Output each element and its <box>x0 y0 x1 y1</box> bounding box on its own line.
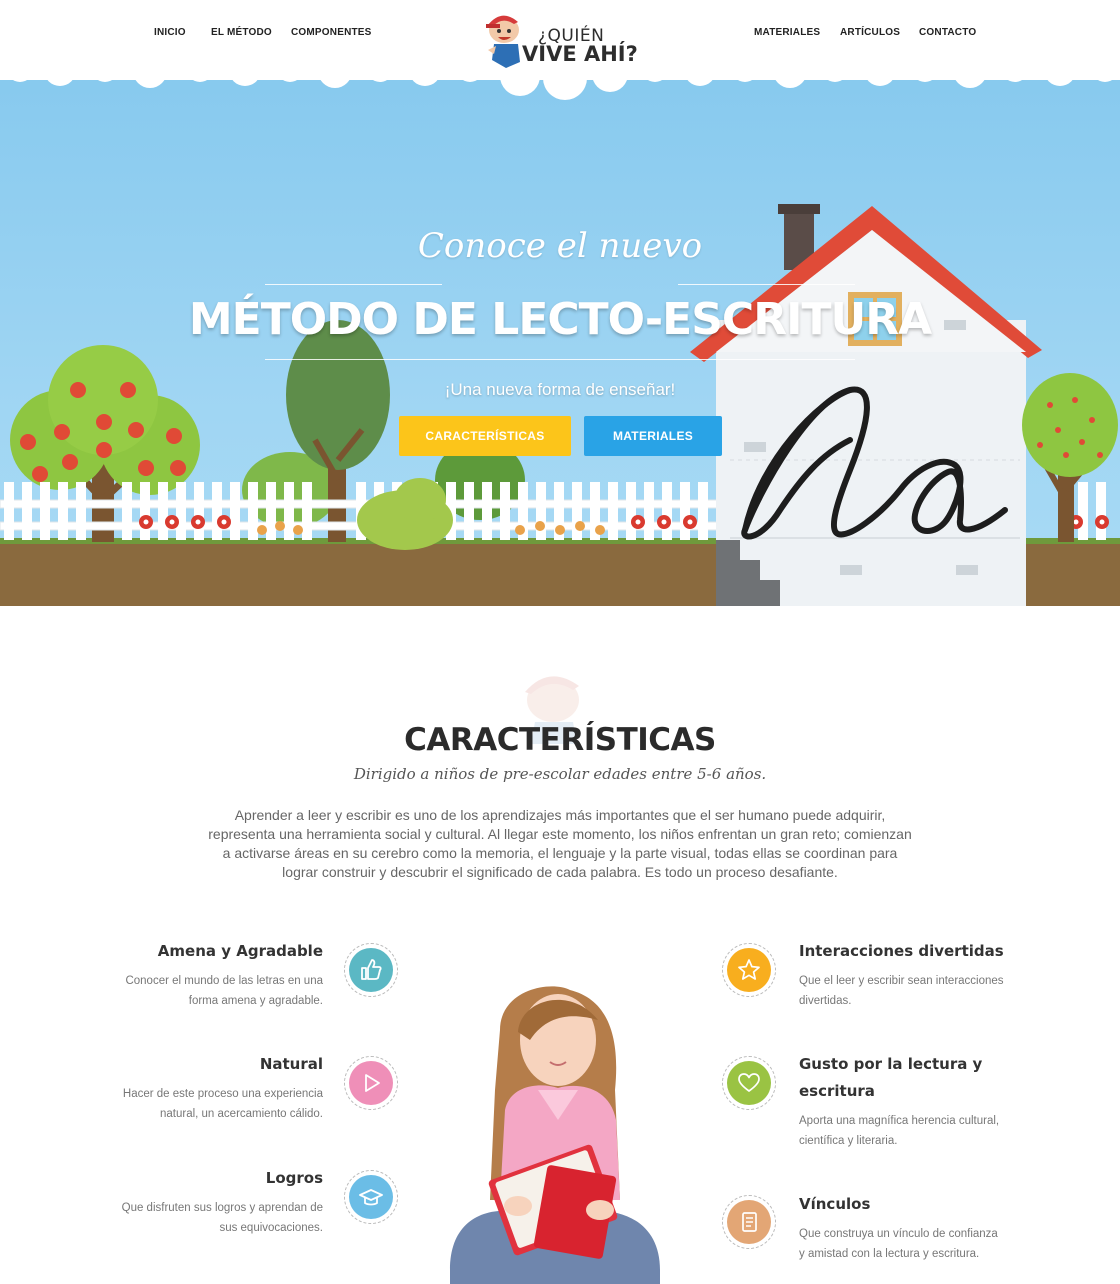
features-description: Aprender a leer y escribir es uno de los aprendizajes más importantes que el ser humano puede adquirir, representa una herramienta social y cultural. Al llegar este momento, los niños enfrentan un gran reto; comienzan a activarse áreas en su cerebro como la memoria, el lenguaje y la parte visual, todas ellas se coordinan para lograr construir y descubrir el significado de cada palabra. Es todo un proceso desafiante. <box>208 807 912 880</box>
feature-text: Que construya un vínculo de confianza y amistad con la lectura y escritura. <box>799 1228 998 1260</box>
feature-icon-amena <box>344 943 398 997</box>
feature-text: Que disfruten sus logros y aprendan de sus equivocaciones. <box>121 1202 323 1234</box>
hero-divider-left <box>265 284 442 285</box>
feature-text: Conocer el mundo de las letras en una forma amena y agradable. <box>125 975 323 1007</box>
site-header <box>0 0 1120 80</box>
logo-line2: VIVE AHÍ? <box>522 42 638 66</box>
feature-icon-gusto <box>722 1056 776 1110</box>
heart-icon <box>736 1070 762 1096</box>
girl-reading-image <box>430 970 680 1284</box>
feature-title: Gusto por la lectura y escritura <box>799 1055 983 1100</box>
feature-gusto <box>799 1051 1004 1151</box>
nav-componentes[interactable]: COMPONENTES <box>291 27 372 38</box>
thumbs-up-icon <box>358 957 384 983</box>
materiales-button[interactable]: MATERIALES <box>584 416 722 456</box>
site-logo[interactable] <box>484 10 644 70</box>
feature-interacciones <box>799 938 1004 1011</box>
feature-title: Amena y Agradable <box>157 942 323 960</box>
hero-subtitle: ¡Una nueva forma de enseñar! <box>444 380 676 399</box>
nav-contacto[interactable]: CONTACTO <box>919 27 977 38</box>
feature-title: Interacciones divertidas <box>799 942 1004 960</box>
features-subtitle: Dirigido a niños de pre-escolar edades entre 5-6 años. <box>353 765 767 783</box>
logo-line1: ¿QUIÉN <box>538 26 605 46</box>
feature-vinculos <box>799 1191 1004 1264</box>
feature-logros <box>118 1165 323 1238</box>
feature-icon-vinculos <box>722 1195 776 1249</box>
feature-icon-logros <box>344 1170 398 1224</box>
feature-icon-natural <box>344 1056 398 1110</box>
feature-amena <box>118 938 323 1011</box>
feature-natural <box>118 1051 323 1124</box>
hero-script-heading: Conoce el nuevo <box>417 226 703 266</box>
features-title: CARACTERÍSTICAS <box>404 722 716 758</box>
caracteristicas-button[interactable]: CARACTERÍSTICAS <box>399 416 571 456</box>
hero-divider-bottom <box>265 359 855 360</box>
hero-divider-right <box>678 284 855 285</box>
feature-text: Aporta una magnífica herencia cultural, científica y literaria. <box>799 1115 1000 1147</box>
feature-text: Hacer de este proceso una experiencia natural, un acercamiento cálido. <box>122 1088 323 1120</box>
feature-title: Logros <box>265 1169 323 1187</box>
nav-materiales[interactable]: MATERIALES <box>754 27 821 38</box>
star-icon <box>736 957 762 983</box>
hero-banner <box>0 60 1120 606</box>
feature-icon-interacciones <box>722 943 776 997</box>
play-icon <box>358 1070 384 1096</box>
nav-articulos[interactable]: ARTÍCULOS <box>840 27 901 38</box>
book-icon <box>736 1209 762 1235</box>
nav-inicio[interactable]: INICIO <box>154 27 186 38</box>
hero-title: MÉTODO DE LECTO-ESCRITURA <box>188 294 932 345</box>
feature-title: Natural <box>259 1055 323 1073</box>
nav-el-metodo[interactable]: EL MÉTODO <box>211 27 272 38</box>
feature-text: Que el leer y escribir sean interacciones divertidas. <box>799 975 1004 1007</box>
graduation-cap-icon <box>358 1184 384 1210</box>
feature-title: Vínculos <box>799 1195 871 1213</box>
